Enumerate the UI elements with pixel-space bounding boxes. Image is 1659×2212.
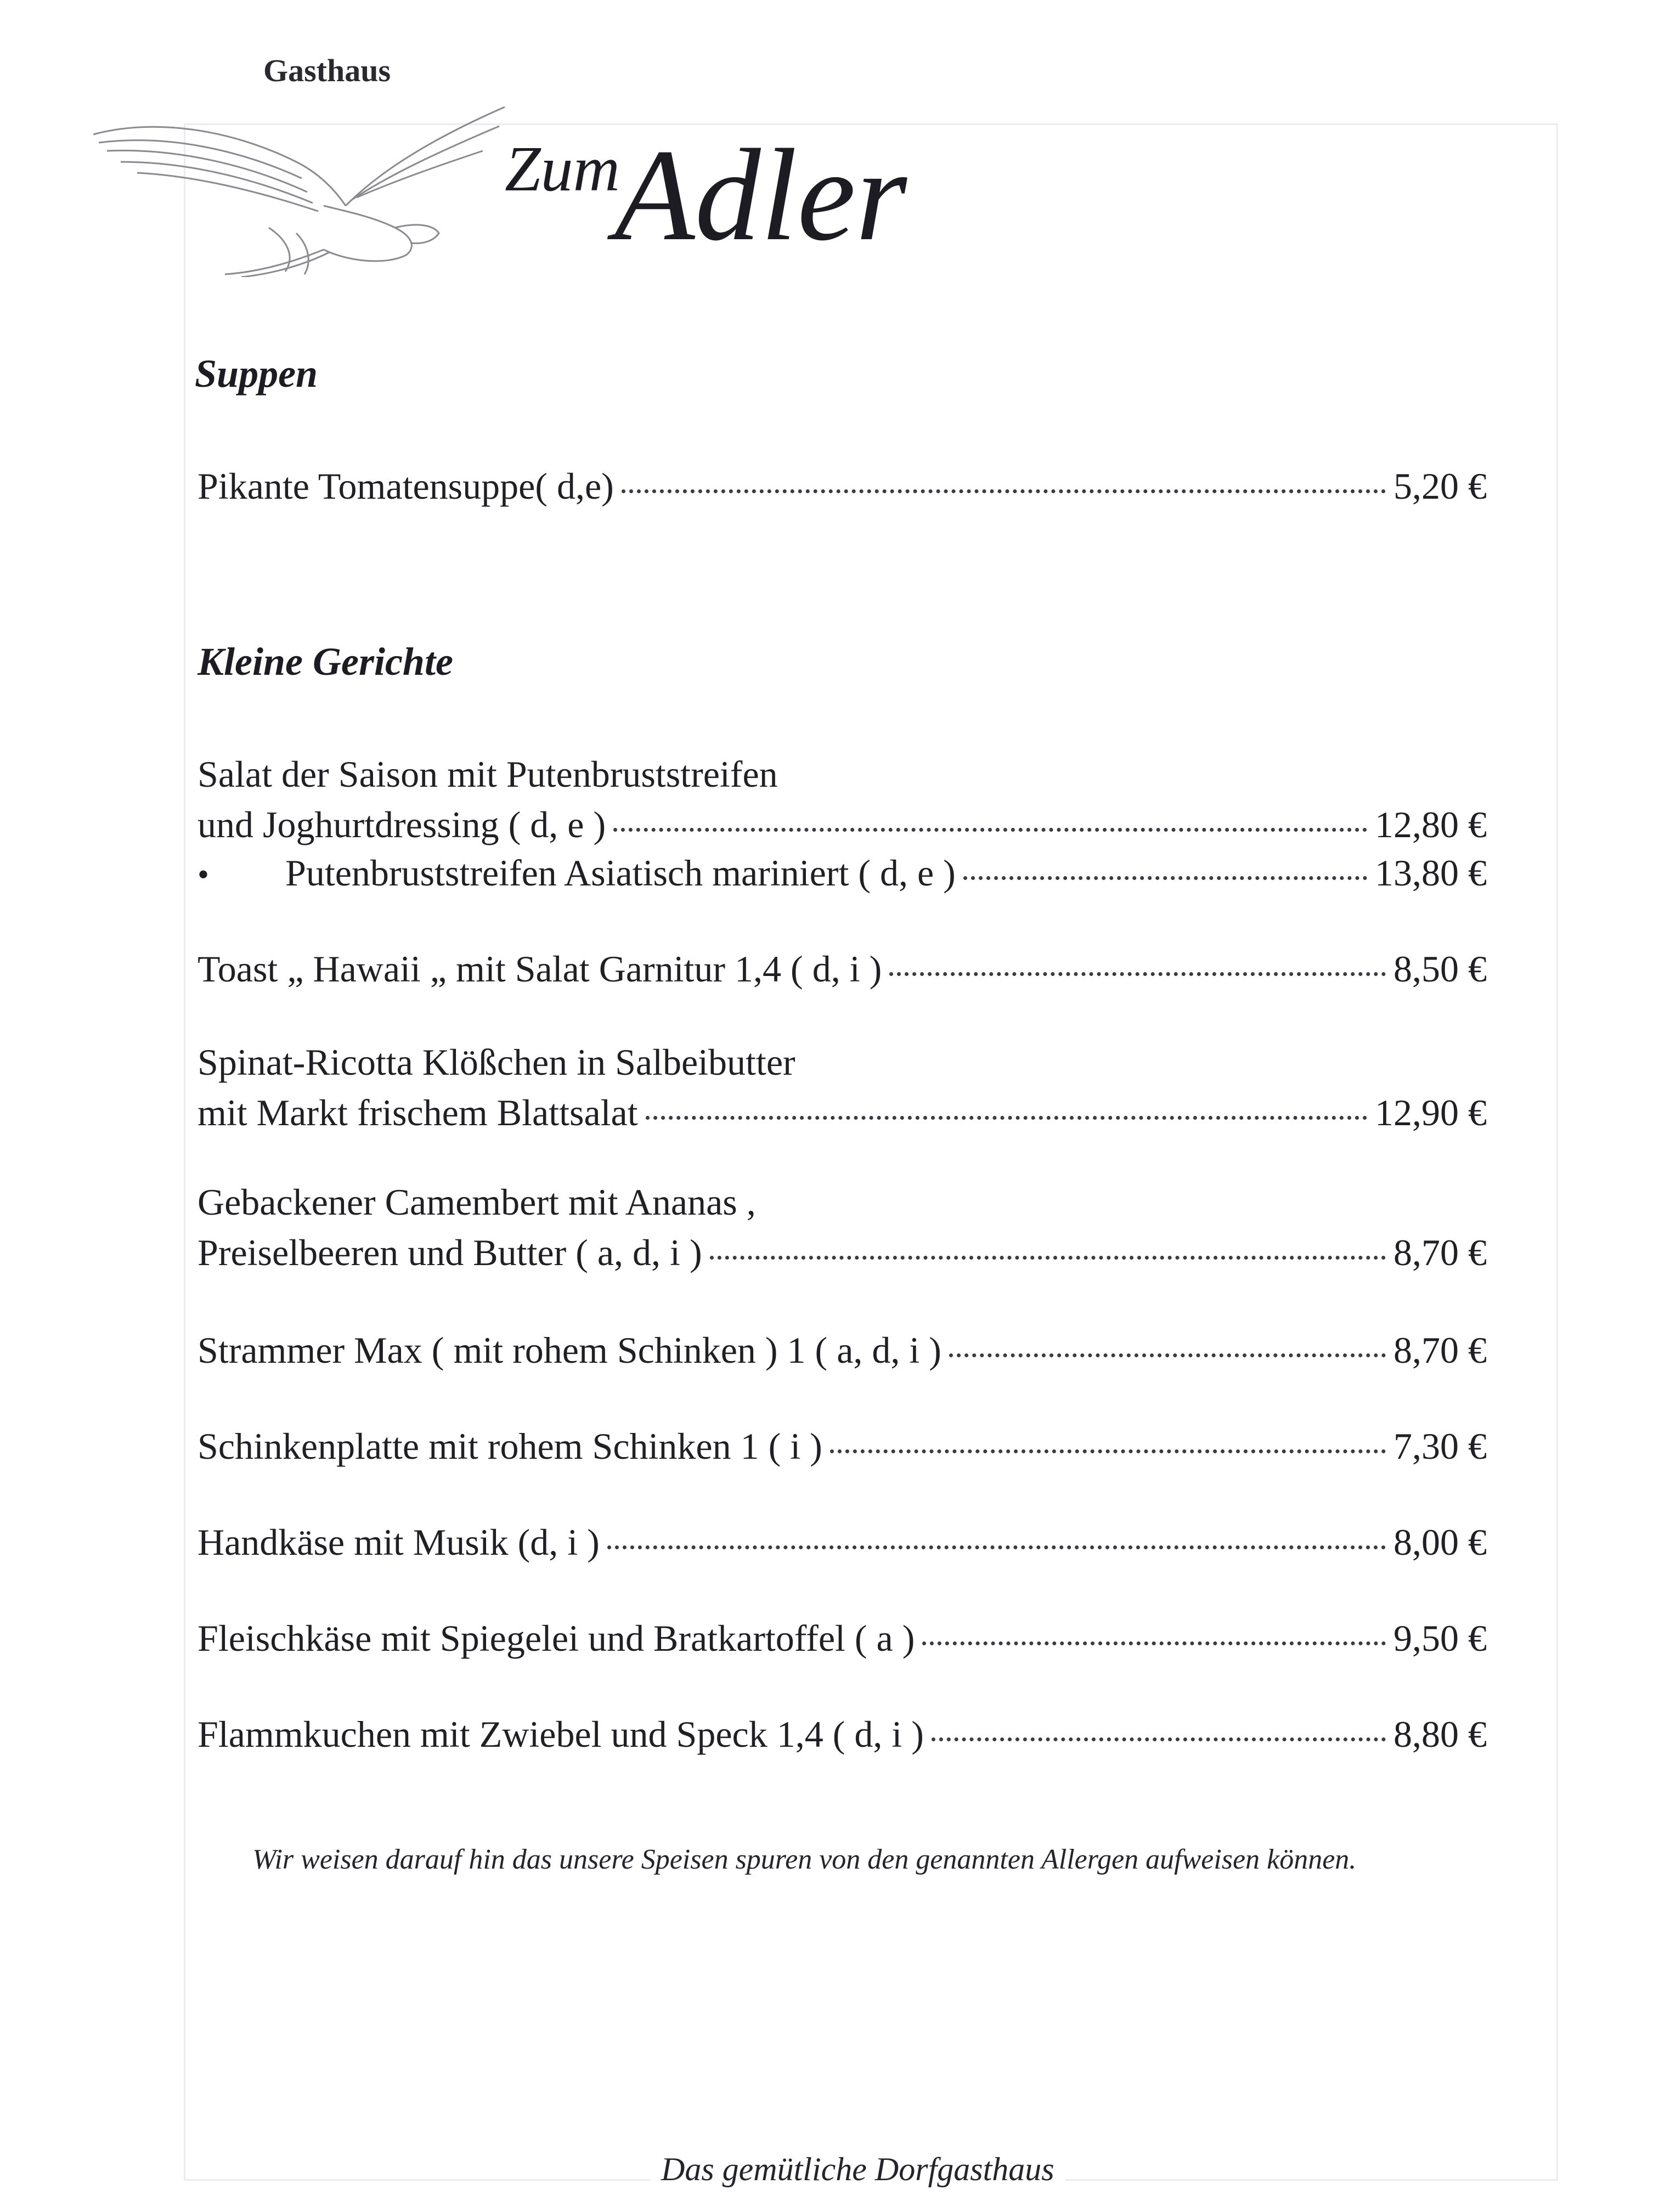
leader-dots [622, 489, 1386, 493]
menu-item [198, 1709, 1487, 1759]
menu-item [198, 944, 1487, 994]
item-name: Spinat-Ricotta Klößchen in Salbeibutter [198, 1041, 795, 1083]
item-price: 7,30 € [1393, 1425, 1487, 1467]
allergen-note: Wir weisen darauf hin das unsere Speisen spuren von den genannten Allergen aufweisen können. [252, 1844, 1357, 1875]
item-price: 5,20 € [1393, 465, 1487, 507]
leader-dots [949, 1353, 1386, 1357]
menu-item [198, 461, 1487, 511]
brand-zum: Zum [505, 133, 620, 205]
menu-item [198, 749, 1487, 850]
item-name: Putenbruststreifen Asiatisch mariniert ( d, e ) [285, 852, 956, 894]
item-name: Handkäse mit Musik (d, i ) [198, 1521, 600, 1563]
menu-item [198, 1517, 1487, 1567]
leader-dots [607, 1545, 1386, 1549]
leader-dots [963, 876, 1367, 880]
item-name: Salat der Saison mit Putenbruststreifen [198, 753, 778, 795]
section-title-soups: Suppen [195, 352, 318, 396]
item-price: 8,50 € [1393, 948, 1487, 990]
leader-dots [889, 972, 1386, 976]
leader-dots [932, 1737, 1386, 1741]
leader-dots [710, 1256, 1386, 1260]
menu-item [198, 1421, 1487, 1471]
item-name-cont: Preiselbeeren und Butter ( a, d, i ) [198, 1232, 702, 1273]
item-price: 9,50 € [1393, 1617, 1487, 1659]
menu-item [198, 848, 1487, 900]
item-price: 13,80 € [1375, 852, 1487, 894]
item-name: Fleischkäse mit Spiegelei und Bratkartoffel ( a ) [198, 1617, 915, 1659]
item-price: 8,80 € [1393, 1713, 1487, 1755]
leader-dots [922, 1641, 1386, 1645]
brand-label-gasthaus: Gasthaus [263, 53, 391, 88]
eagle-icon [88, 96, 527, 277]
item-name: Pikante Tomatensuppe( d,e) [198, 465, 614, 507]
item-name: Toast „ Hawaii „ mit Salat Garnitur 1,4 ( d, i ) [198, 948, 882, 990]
item-price: 12,90 € [1375, 1092, 1487, 1133]
item-price: 8,70 € [1393, 1232, 1487, 1273]
leader-dots [830, 1449, 1386, 1453]
item-name: Flammkuchen mit Zwiebel und Speck 1,4 ( d, i ) [198, 1713, 924, 1755]
section-title-small-dishes: Kleine Gerichte [198, 640, 453, 684]
item-name-cont: und Joghurtdressing ( d, e ) [198, 804, 606, 845]
leader-dots [613, 828, 1367, 832]
menu-item [198, 1037, 1487, 1138]
bullet: • [198, 856, 210, 893]
leader-dots [646, 1116, 1367, 1120]
item-price: 8,70 € [1393, 1329, 1487, 1371]
menu-item [198, 1325, 1487, 1375]
item-name: Schinkenplatte mit rohem Schinken 1 ( i ) [198, 1425, 822, 1467]
brand-name: Adler [614, 122, 907, 268]
item-price: 12,80 € [1375, 804, 1487, 845]
item-name: Strammer Max ( mit rohem Schinken ) 1 ( a, d, i ) [198, 1329, 941, 1371]
item-name: Gebackener Camembert mit Ananas , [198, 1181, 756, 1223]
footer-tagline: Das gemütliche Dorfgasthaus [650, 2151, 1065, 2188]
item-price: 8,00 € [1393, 1521, 1487, 1563]
menu-item [198, 1177, 1487, 1278]
item-name-cont: mit Markt frischem Blattsalat [198, 1092, 638, 1133]
menu-item [198, 1613, 1487, 1663]
